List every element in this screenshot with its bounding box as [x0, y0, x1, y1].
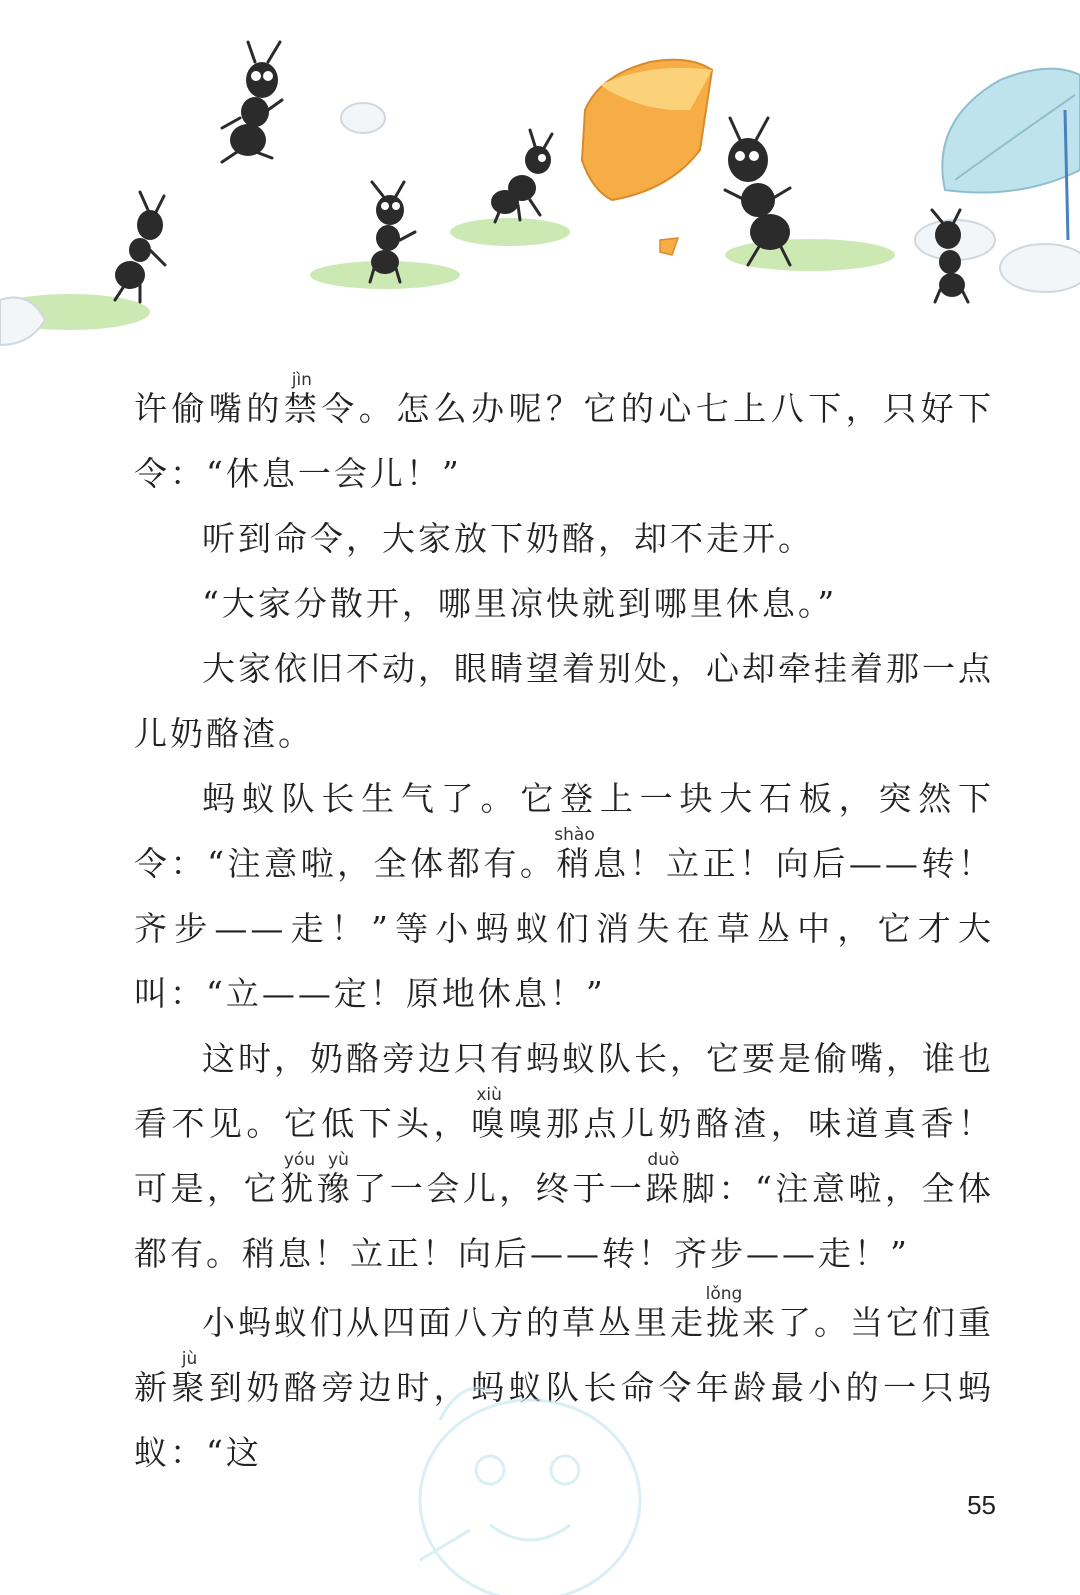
- pinyin: xiù: [471, 1085, 508, 1105]
- text-run: 大家依旧不动，眼睛望着别处，心却牵挂着那一点儿奶酪渣。: [134, 649, 994, 753]
- text-run: 这时，奶酪旁边只有蚂蚁队长，它要是偷嘴，谁也看不见。它低下头，: [134, 1039, 994, 1143]
- text-run: 令。怎么办呢？它的心七上八下，只好下令：“休息一会儿！”: [134, 389, 995, 493]
- paragraph: [134, 571, 994, 636]
- text-run: 蚂蚁队长生气了。它登上一块大石板，突然下令：“注意啦，全体都有。: [134, 779, 994, 883]
- text-run: 脚：“注意啦，全体都有。稍息！立正！向后——转！齐步——走！”: [134, 1169, 995, 1273]
- text-run: 到奶酪旁边时，蚂蚁队长命令年龄最小的一只蚂蚁：“这: [134, 1368, 995, 1472]
- mascot-watermark-icon: [380, 1360, 680, 1595]
- text-run: “大家分散开，哪里凉快就到哪里休息。”: [202, 584, 838, 623]
- text-run: 嗅那点儿奶酪渣，味道真香！可是，它: [134, 1104, 995, 1208]
- pinyin-annotated-char: 跺duò: [645, 1150, 682, 1208]
- paragraph: [134, 636, 994, 766]
- pinyin: yóu yù: [280, 1150, 353, 1170]
- paragraph: [134, 766, 994, 1026]
- paragraph: [134, 1026, 994, 1286]
- cheese-icon: [582, 60, 712, 255]
- pinyin-annotated-char: 稍shào: [554, 825, 595, 883]
- pinyin: jìn: [283, 370, 320, 390]
- pinyin-annotated-char: 拢lǒng: [705, 1284, 743, 1342]
- ants-cheese-illustration: [0, 0, 1080, 360]
- text-run: 听到命令，大家放下奶酪，却不走开。: [202, 519, 814, 558]
- page-number: 55: [967, 1490, 996, 1520]
- story-text: [134, 372, 994, 1485]
- pinyin-annotated-char: 犹豫yóu yù: [280, 1150, 354, 1208]
- pinyin-annotated-char: 聚jù: [171, 1349, 209, 1407]
- text-run: 息！立正！向后——转！齐步——走！”等小蚂蚁们消失在草丛中，它才大叫：“立——定！原地休息！”: [134, 844, 994, 1013]
- pinyin-annotated-char: 嗅xiù: [471, 1085, 509, 1143]
- paragraph: [134, 372, 994, 506]
- pinyin: jù: [171, 1349, 208, 1369]
- ant-walking-icon: [115, 192, 165, 302]
- pinyin: shào: [554, 825, 595, 845]
- text-run: 来了。当它们重新: [134, 1303, 994, 1407]
- text-run: 小蚂蚁们从四面八方的草丛里走: [202, 1303, 706, 1342]
- ant-big-icon: [725, 118, 790, 265]
- ant-looking-icon: [491, 130, 552, 222]
- leaf-icon: [942, 69, 1080, 240]
- pinyin: lǒng: [705, 1284, 743, 1304]
- pinyin-annotated-char: 禁jìn: [283, 370, 322, 428]
- text-run: 许偷嘴的: [134, 389, 284, 428]
- ant-jumping-icon: [222, 42, 282, 162]
- pinyin: duò: [645, 1150, 682, 1170]
- text-run: 了一会儿，终于一: [353, 1169, 646, 1208]
- paragraph: [134, 506, 994, 571]
